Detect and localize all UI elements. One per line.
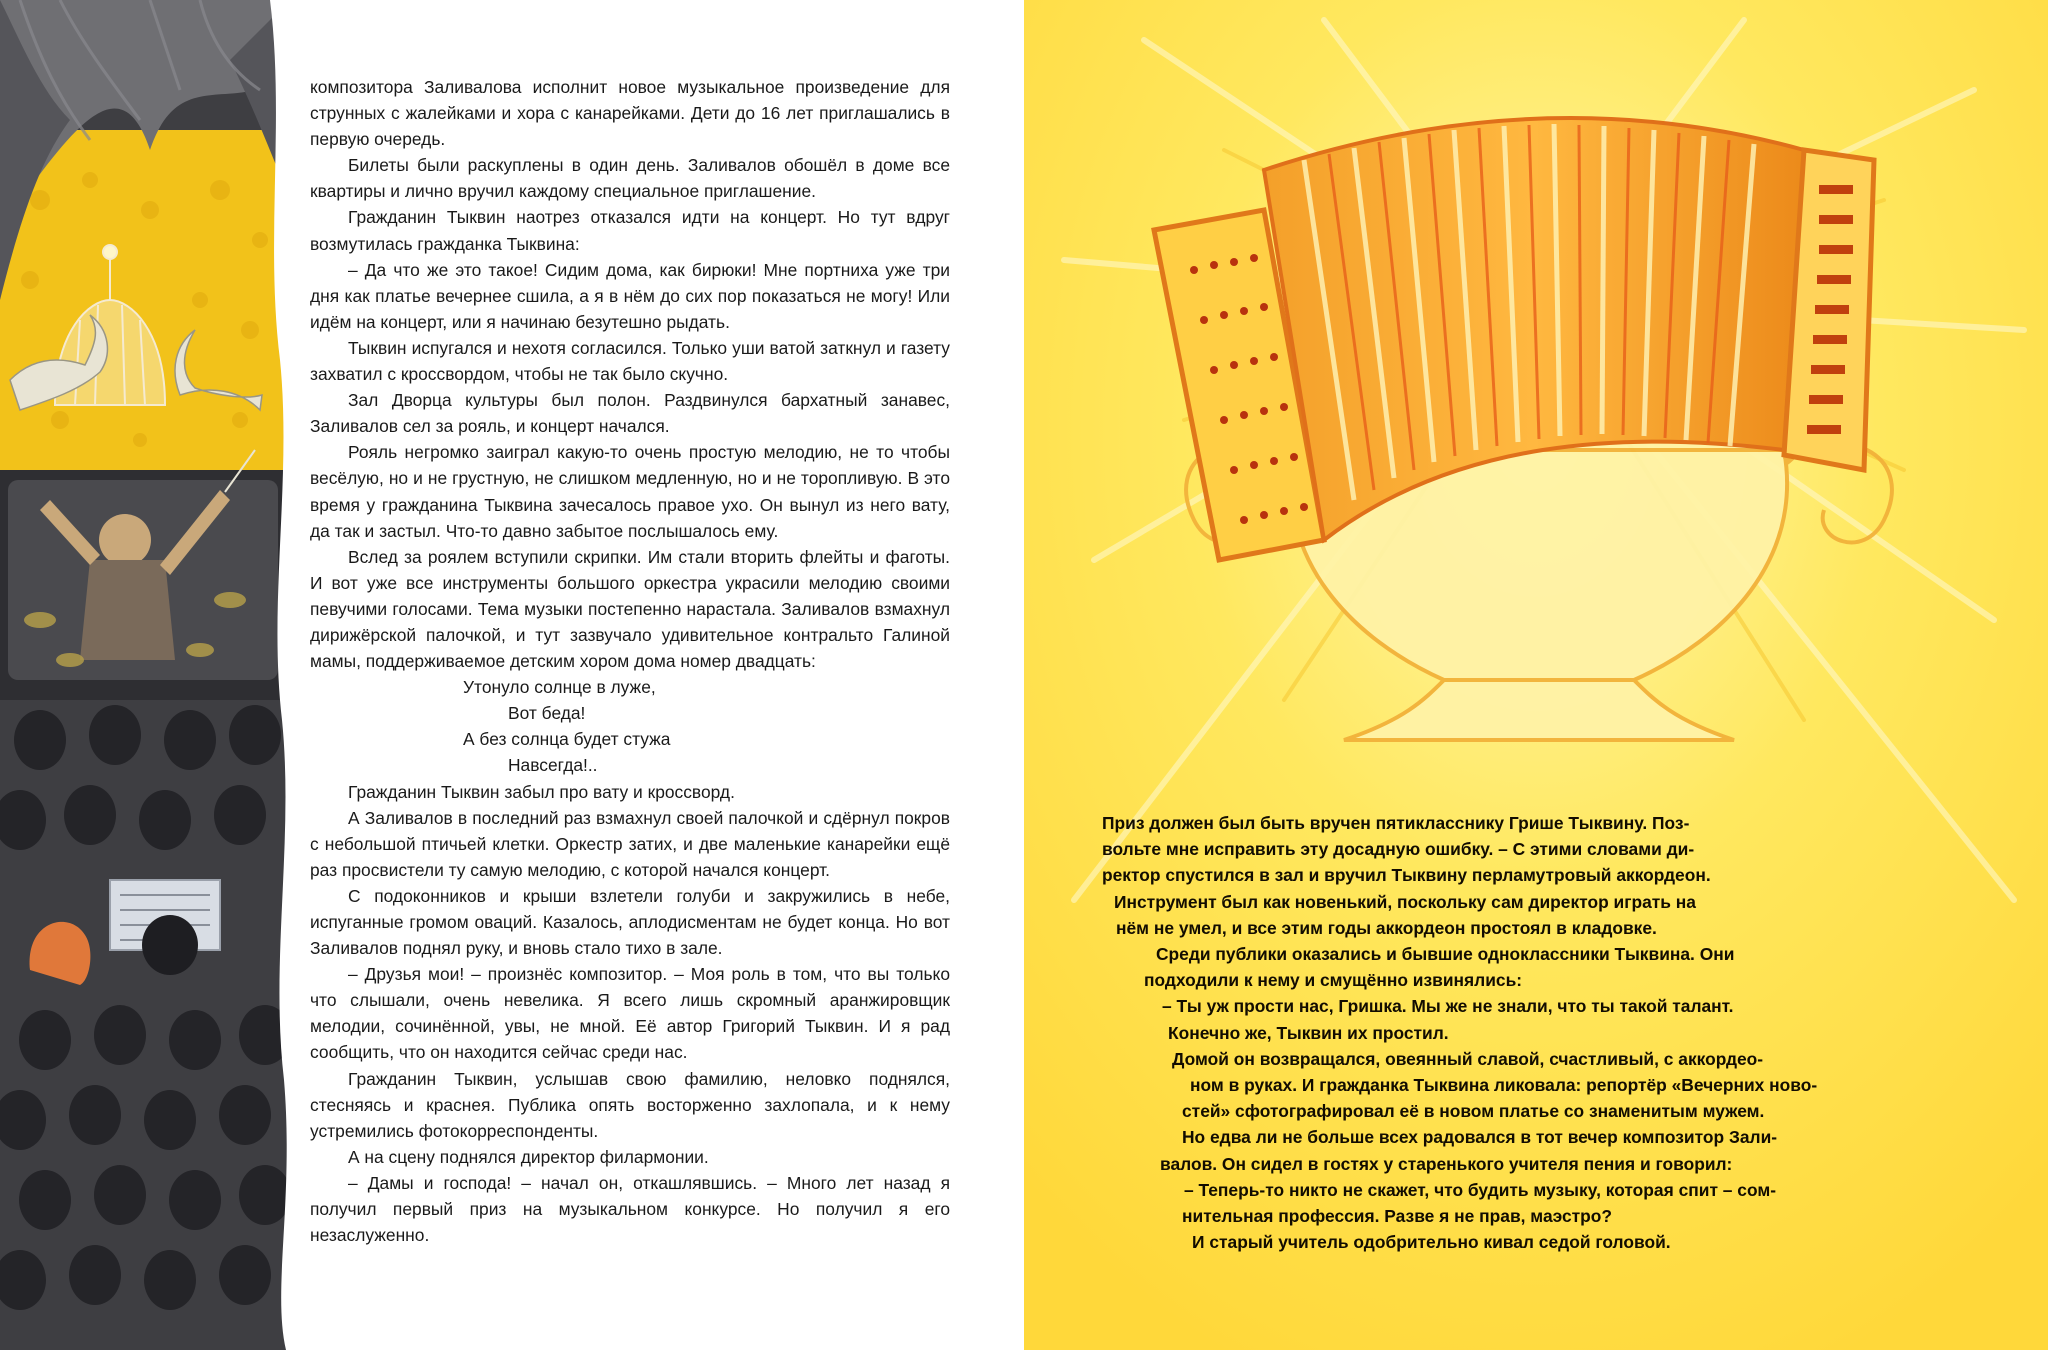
text-line: валов. Он сидел в гостях у старенького учителя пения и говорил:	[1160, 1153, 1733, 1174]
paragraph: – Да что же это такое! Сидим дома, как бирюки! Мне портниха уже три дня как платье вечернее сшила, а я в нём до сих пор показаться не могу! Или идём на концерт, или я начинаю безутешно рыдать.	[310, 259, 950, 332]
text-line: Инструмент был как новенький, поскольку сам директор играть на	[1114, 891, 1696, 912]
paragraph: А Заливалов в последний раз взмахнул своей палочкой и сдёрнул покров с небольшой птичьей клетки. Оркестр затих, и две маленькие канарейки ещё раз просвистели ту самую мелодию, с которой начался концерт.	[310, 807, 950, 880]
verse-line: А без солнца будет стужа	[463, 729, 671, 750]
text-line: ном в руках. И гражданка Тыквина ликовала: репортёр «Вечерних ново-	[1190, 1075, 1818, 1096]
paragraph: С подоконников и крыши взлетели голуби и закружились в небе, испуганные громом оваций. Казалось, аплодисментам не будет конца. Но вот Заливалов поднял руку, и вновь стало тихо в зале.	[310, 885, 950, 959]
paragraph: А на сцену поднялся директор филармонии.	[348, 1146, 709, 1167]
text-line: Конечно же, Тыквин их простил.	[1168, 1022, 1449, 1043]
paragraph: Вслед за роялем вступили скрипки. Им стали вторить флейты и фаготы. И вот уже все инструменты большого оркестра украсили мелодию своими певучими голосами. Тема музыки постепенно нарастала. Заливалов взмахнул дирижёрской палочкой, и тут зазвучало удивительное контральто Галиной мамы, поддерживаемое детским хором дома номер двадцать:	[310, 546, 950, 672]
text-line: нём не умел, и все этим годы аккордеон простоял в кладовке.	[1116, 917, 1657, 938]
verse-line: Навсегда!..	[508, 755, 598, 776]
paragraph: Гражданин Тыквин, услышав свою фамилию, неловко поднялся, стесняясь и краснея. Публика опять восторженно захлопала, и к нему устремились фотокорреспонденты.	[310, 1068, 950, 1141]
concert-hall-illustration	[0, 0, 290, 1350]
song-verse	[310, 674, 950, 778]
text-line: Среди публики оказались и бывшие одноклассники Тыквина. Они	[1156, 944, 1735, 965]
left-page-text	[310, 74, 950, 1248]
verse-line: Утонуло солнце в луже,	[463, 677, 656, 698]
paragraph: Гражданин Тыквин забыл про вату и кроссворд.	[348, 781, 735, 802]
paragraph: Зал Дворца культуры был полон. Раздвинулся бархатный занавес, Заливалов сел за рояль, и концерт начался.	[310, 390, 950, 437]
paragraph: Тыквин испугался и нехотя согласился. Только уши ватой заткнул и газету захватил с кроссвордом, чтобы не так было скучно.	[310, 337, 950, 385]
text-line: ректор спустился в зал и вручил Тыквину перламутровый аккордеон.	[1102, 865, 1711, 886]
text-line: – Теперь-то никто не скажет, что будить музыку, которая спит – сом-	[1184, 1179, 1777, 1200]
text-line: Но едва ли не больше всех радовался в тот вечер композитор Зали-	[1182, 1127, 1778, 1148]
verse-line: Вот беда!	[508, 703, 586, 724]
text-line: подходили к нему и смущённо извинялись:	[1144, 970, 1523, 991]
paragraph: Гражданин Тыквин наотрез отказался идти на концерт. Но тут вдруг возмутилась гражданка Тыквина:	[310, 207, 950, 254]
text-line: И старый учитель одобрительно кивал седой головой.	[1192, 1232, 1671, 1253]
text-line: – Ты уж прости нас, Гришка. Мы же не знали, что ты такой талант.	[1162, 996, 1734, 1017]
text-line: Приз должен был быть вручен пятикласснику Грише Тыквину. Поз-	[1102, 813, 1690, 833]
text-line: вольте мне исправить эту досадную ошибку. – С этими словами ди-	[1102, 839, 1695, 860]
paragraph: Билеты были раскуплены в один день. Заливалов обошёл в доме все квартиры и лично вручил каждому специальное приглашение.	[310, 155, 950, 202]
text-line: стей» сфотографировал её в новом платье со знаменитым мужем.	[1182, 1101, 1765, 1122]
paragraph: Рояль негромко заиграл какую-то очень простую мелодию, не то чтобы весёлую, но и не грустную, не слишком медленную, но и не торопливую. В это время у гражданина Тыквина зачесалось правое ухо. Он вынул из него вату, да так и застыл. Что-то давно забытое послышалось ему.	[310, 442, 950, 541]
paragraph: композитора Заливалова исполнит новое музыкальное произведение для струнных с жалейками и хора с канарейками. Дети до 16 лет приглашались в первую очередь.	[310, 77, 950, 150]
paragraph: – Дамы и господа! – начал он, откашлявшись. – Много лет назад я получил первый приз на музыкальном конкурсе. Но получил я его незаслуженно.	[310, 1172, 950, 1246]
right-page-text	[1102, 810, 1882, 1255]
paragraph: – Друзья мои! – произнёс композитор. – Моя роль в том, что вы только что слышали, очень невелика. Я всего лишь скромный аранжировщик мелодии, сочинённой, увы, не мной. Её автор Григорий Тыквин. И я рад сообщить, что он находится сейчас среди нас.	[310, 964, 950, 1063]
text-line: Домой он возвращался, овеянный славой, счастливый, с аккордео-	[1172, 1048, 1764, 1069]
text-line: нительная профессия. Разве я не прав, маэстро?	[1182, 1206, 1613, 1227]
